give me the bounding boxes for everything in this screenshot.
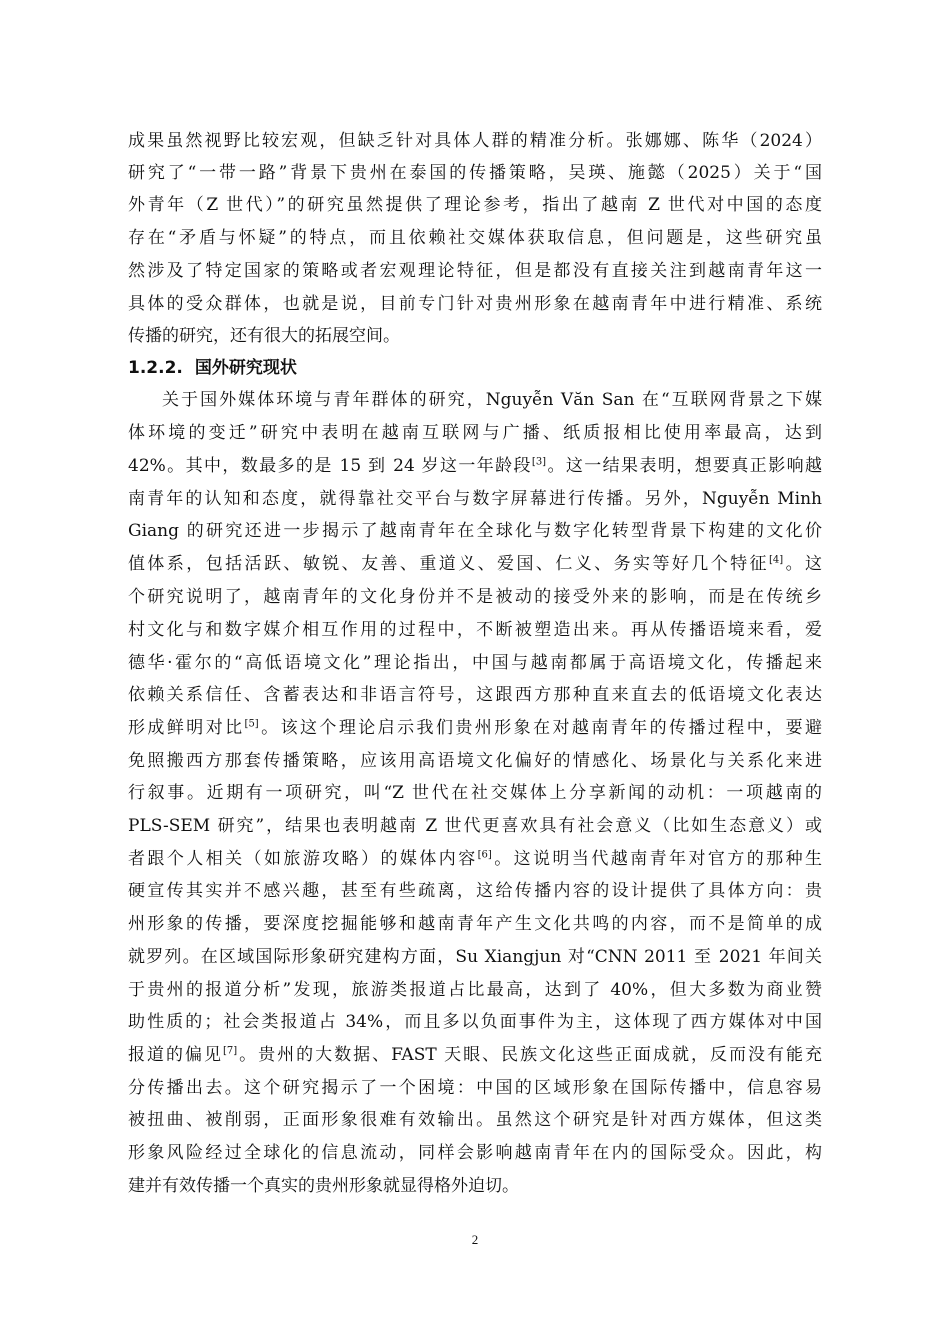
paragraph-line: 成果虽然视野比较宏观，但缺乏针对具体人群的精准分析。张娜娜、陈华（2024） <box>128 131 822 151</box>
section-heading <box>128 355 297 381</box>
section-number: 1.2.2. <box>128 358 183 378</box>
paragraph-line: PLS-SEM 研究”，结果也表明越南 Z 世代更喜欢具有社会意义（比如生态意义）或 <box>128 816 822 836</box>
paragraph-line: 报道的偏见[7]。贵州的大数据、FAST 天眼、民族文化这些正面成就，反而没有能充 <box>128 1045 823 1065</box>
paragraph-line: 建并有效传播一个真实的贵州形象就显得格外迫切。 <box>128 1176 519 1196</box>
paragraph-line: 研究了“一带一路”背景下贵州在泰国的传播策略，吴瑛、施懿（2025）关于“国 <box>128 163 822 183</box>
paragraph-line: 依赖关系信任、含蓄表达和非语言符号，这跟西方那种直来直去的低语境文化表达 <box>128 685 822 705</box>
paragraph-line: 关于国外媒体环境与青年群体的研究，Nguyễn Văn San 在“互联网背景之下媒 <box>162 390 822 410</box>
paragraph-line: 助性质的；社会类报道占 34%，而且多以负面事件为主，这体现了西方媒体对中国 <box>128 1012 822 1032</box>
paragraph-line: 体环境的变迁”研究中表明在越南互联网与广播、纸质报相比使用率最高，达到 <box>128 423 822 443</box>
citation-ref: [6] <box>477 849 492 861</box>
paragraph-line: 然涉及了特定国家的策略或者宏观理论特征，但是都没有直接关注到越南青年这一 <box>128 261 822 281</box>
section-title: 国外研究现状 <box>194 358 297 378</box>
paragraph-line: 传播的研究，还有很大的拓展空间。 <box>128 326 400 346</box>
paragraph-line: 就罗列。在区域国际形象研究建构方面，Su Xiangjun 对“CNN 2011 至 2021 年间关 <box>128 947 822 967</box>
paragraph-line: 于贵州的报道分析”发现，旅游类报道占比最高，达到了 40%，但大多数为商业赞 <box>128 980 822 1000</box>
paragraph-line: 硬宣传其实并不感兴趣，甚至有些疏离，这给传播内容的设计提供了具体方向：贵 <box>128 881 822 901</box>
page-number: 2 <box>471 1232 479 1247</box>
paragraph-line: 者跟个人相关（如旅游攻略）的媒体内容[6]。这说明当代越南青年对官方的那种生 <box>128 849 823 869</box>
paragraph-line: 被扭曲、被削弱，正面形象很难有效输出。虽然这个研究是针对西方媒体，但这类 <box>128 1110 822 1130</box>
citation-ref: [5] <box>244 718 259 730</box>
paragraph-line: 分传播出去。这个研究揭示了一个困境：中国的区域形象在国际传播中，信息容易 <box>128 1078 822 1098</box>
paragraph-line: 村文化与和数字媒介相互作用的过程中，不断被塑造出来。再从传播语境来看，爱 <box>128 620 822 640</box>
paragraph-line: 个研究说明了，越南青年的文化身份并不是被动的接受外来的影响，而是在传统乡 <box>128 587 822 607</box>
paragraph-line: 存在“矛盾与怀疑”的特点，而且依赖社交媒体获取信息，但问题是，这些研究虽 <box>128 228 822 248</box>
citation-ref: [7] <box>222 1045 238 1057</box>
citation-ref: [4] <box>768 554 784 566</box>
paragraph-line: 42%。其中，数最多的是 15 到 24 岁这一年龄段[3]。这一结果表明，想要真正影响越 <box>128 456 822 476</box>
paragraph-line: 行叙事。近期有一项研究，叫“Z 世代在社交媒体上分享新闻的动机：一项越南的 <box>128 783 822 803</box>
paragraph-line: 免照搬西方那套传播策略，应该用高语境文化偏好的情感化、场景化与关系化来进 <box>128 751 822 771</box>
paragraph-line: 州形象的传播，要深度挖掘能够和越南青年产生文化共鸣的内容，而不是简单的成 <box>128 914 822 934</box>
paragraph-line: 形象风险经过全球化的信息流动，同样会影响越南青年在内的国际受众。因此，构 <box>128 1143 822 1163</box>
paragraph-line: 德华·霍尔的“高低语境文化”理论指出，中国与越南都属于高语境文化，传播起来 <box>128 653 822 673</box>
citation-ref: [3] <box>531 456 547 468</box>
paragraph-line: 形成鲜明对比[5]。该这个理论启示我们贵州形象在对越南青年的传播过程中，要避 <box>128 718 823 738</box>
paragraph-line: 具体的受众群体，也就是说，目前专门针对贵州形象在越南青年中进行精准、系统 <box>128 294 822 314</box>
paragraph-line: 南青年的认知和态度，就得靠社交平台与数字屏幕进行传播。另外，Nguyễn Minh <box>128 489 822 509</box>
paragraph-line: 外青年（Z 世代）”的研究虽然提供了理论参考，指出了越南 Z 世代对中国的态度 <box>128 195 822 215</box>
paragraph-line: Giang 的研究还进一步揭示了越南青年在全球化与数字化转型背景下构建的文化价 <box>128 521 822 541</box>
paragraph-line: 值体系，包括活跃、敏锐、友善、重道义、爱国、仁义、务实等好几个特征[4]。这 <box>128 554 823 574</box>
